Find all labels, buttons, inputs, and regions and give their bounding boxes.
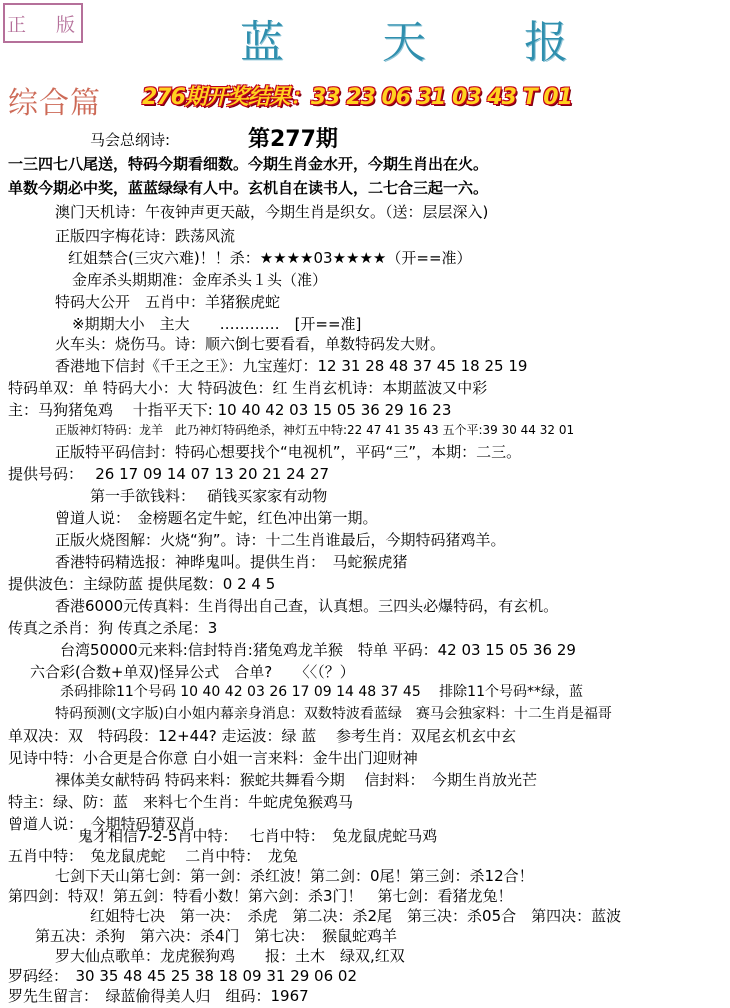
text-line: 提供号码： 26 17 09 14 07 13 20 21 24 27 [8, 465, 330, 483]
text-line: 正版火烧图解：火烧“狗”。诗：十二生肖谁最后，今期特码猪鸡羊。 [55, 531, 506, 549]
text-line: 五肖中特： 兔龙鼠虎蛇 二肖中特： 龙兔 [8, 847, 298, 865]
text-line: 罗大仙点歌单：龙虎猴狗鸡 报：土木 绿双,红双 [55, 947, 405, 965]
text-line: 澳门天机诗：午夜钟声更天敲，今期生肖是织女。（送：层层深入) [55, 203, 489, 221]
text-line: 金库杀头期期准：金库杀头１头（准） [72, 271, 328, 289]
text-line: 第四剑：特双！第五剑：特看小数！第六剑：杀3门！ 第七剑：看猪龙兔！ [8, 887, 513, 905]
text-line: 正版神灯特码：龙羊 此乃神灯特码绝杀，神灯五中特:22 47 41 35 43 五个平:39 30 44 32 01 [55, 423, 575, 437]
text-line: 台湾50000元来料:信封特肖:猪兔鸡龙羊猴 特单 平码：42 03 15 05 36 29 [60, 641, 576, 659]
text-line: 六合彩(合数+单双)怪异公式 合单? 〈〈（？） [30, 663, 355, 681]
text-line: 香港地下信封《千王之王》：九宝莲灯：12 31 28 48 37 45 18 25 19 [55, 357, 528, 375]
text-line: 香港6000元传真料：生肖得出自己查，认真想。三四头必爆特码，有玄机。 [55, 597, 559, 615]
previous-result-banner: 276期开奖结果：33 23 06 31 03 43 T 01 [142, 85, 572, 110]
text-line: ※期期大小 主大 ………… [开==准] [72, 315, 362, 333]
text-line: 一三四七八尾送，特码今期看细数。今期生肖金水开，今期生肖出在火。 [8, 155, 489, 173]
text-line: 裸体美女献特码 特码来料：猴蛇共舞看今期 信封料： 今期生肖放光芒 [55, 771, 538, 789]
authentic-badge: 正 版 [3, 3, 83, 43]
text-line: 正版特平码信封：特码心想要找个“电视机”，平码“三”，本期：二三。 [55, 443, 522, 461]
text-line: 见诗中特：小合更是合你意 白小姐一言来料：金牛出门迎财神 [8, 749, 418, 767]
text-line: 马会总纲诗: [90, 131, 171, 149]
text-line: 特主：绿、防：蓝 来料七个生肖：牛蛇虎兔猴鸡马 [8, 793, 354, 811]
text-line: 传真之杀肖：狗 传真之杀尾：3 [8, 619, 218, 637]
text-line: 提供波色：主绿防蓝 提供尾数：0 2 4 5 [8, 575, 276, 593]
text-line: 曾道人说： 金榜题名定牛蛇，红色冲出第一期。 [55, 509, 378, 527]
text-line: 特码大公开 五肖中：羊猪猴虎蛇 [55, 293, 281, 311]
text-line: 杀码排除11个号码 10 40 42 03 26 17 09 14 48 37 45 排除11个号码**绿，蓝 [60, 684, 583, 700]
text-line: 主：马狗猪兔鸡 十指平天下: 10 40 42 03 15 05 36 29 16 23 [8, 401, 452, 419]
section-title: 综合篇 [8, 86, 101, 121]
issue-number: 第277期 [248, 127, 338, 152]
text-line: 鬼才相信7-2-5肖中特： 七肖中特： 兔龙鼠虎蛇马鸡 [78, 827, 438, 845]
text-line: 第五决：杀狗 第六决：杀4门 第七决： 猴鼠蛇鸡羊 [35, 927, 398, 945]
text-line: 七剑下天山第七剑：第一剑：杀红波！第二剑：0尾！第三剑：杀12合！ [55, 867, 534, 885]
text-line: 红姐禁合(三灾六难)！！杀：★★★★03★★★★（开==准） [68, 249, 472, 267]
text-line: 单双决：双 特码段：12+44? 走运波：绿 蓝 参考生肖：双尾玄机玄中玄 [8, 727, 517, 745]
text-line: 曾道人说： 今期特码猜双肖 [8, 815, 196, 833]
text-line: 正版四字梅花诗：跌荡风流 [55, 227, 236, 245]
text-line: 香港特码精选报：神晔鬼叫。提供生肖： 马蛇猴虎猪 [55, 553, 408, 571]
text-line: 第一手欲钱料： 硝钱买家家有动物 [90, 487, 328, 505]
text-line: 火车头：烧伤马。诗：顺六倒七要看看，单数特码发大财。 [55, 335, 446, 353]
text-line: 罗码经： 30 35 48 45 25 38 18 09 31 29 06 02 [8, 967, 357, 985]
text-line: 红姐特七决 第一决： 杀虎 第二决：杀2尾 第三决：杀05合 第四决：蓝波 [90, 907, 622, 925]
text-line: 特码预测(文字版)白小姐内幕亲身消息：双数特波看蓝绿 赛马会独家料：十二生肖是福哥 [55, 706, 612, 722]
text-line: 特码单双：单 特码大小：大 特码波色：红 生肖玄机诗：本期蓝波又中彩 [8, 379, 488, 397]
masthead-title: 蓝 天 报 [240, 17, 610, 68]
text-line: 单数今期必中奖，蓝蓝绿绿有人中。玄机自在读书人，二七合三起一六。 [8, 179, 489, 197]
text-line: 罗先生留言： 绿蓝偷得美人归 组码：1967 [8, 987, 309, 1005]
